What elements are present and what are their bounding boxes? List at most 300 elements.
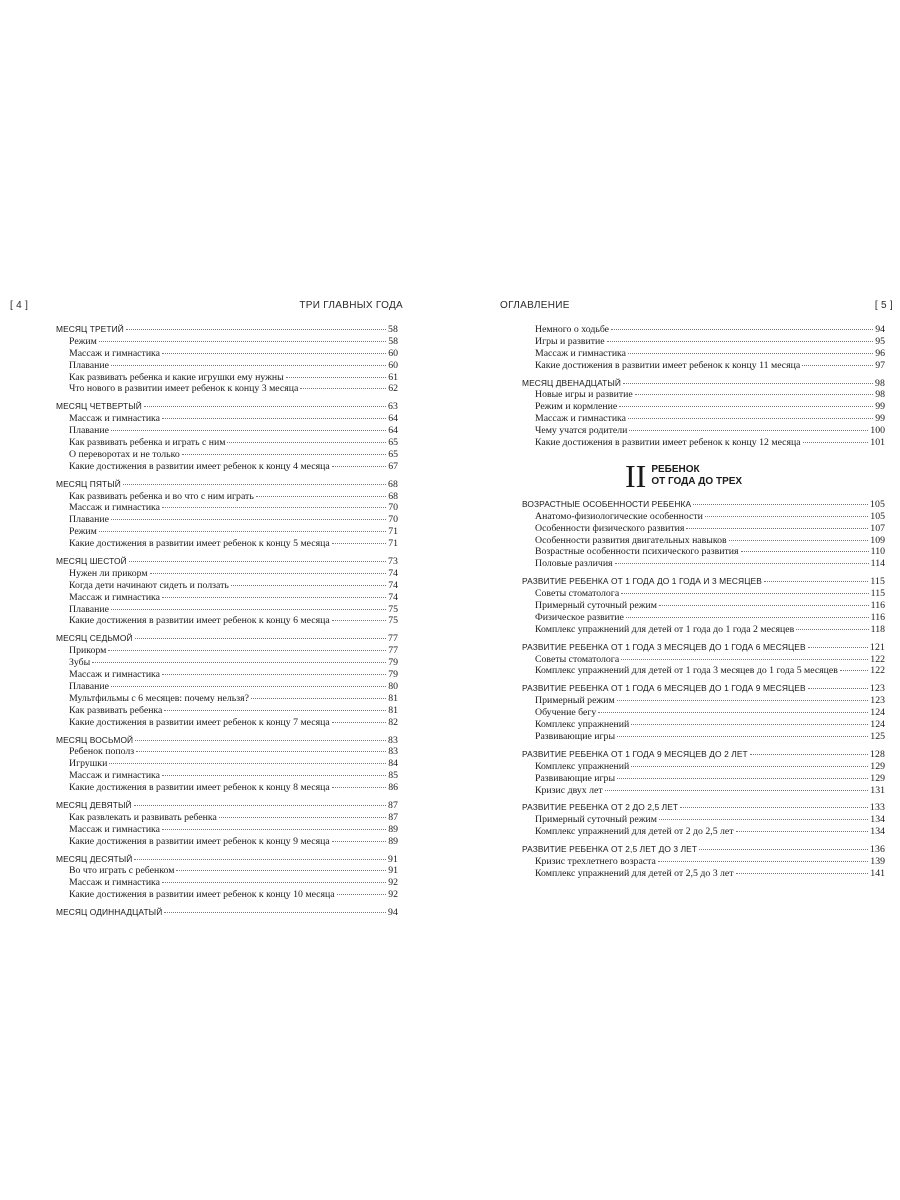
dot-leader [705,516,868,517]
dot-leader [136,751,386,752]
section-title: ВОЗРАСТНЫЕ ОСОБЕННОСТИ РЕБЕНКА [522,498,692,509]
toc-section [56,735,398,794]
dot-leader [135,638,386,639]
entry-title: Массаж и гимнастика [69,413,161,425]
right-toc [522,324,885,886]
entry-title: Игрушки [69,758,108,770]
entry-title: Советы стоматолога [535,653,620,665]
entry-title: Комплекс упражнений [535,760,630,772]
page-ref: 99 [875,413,885,425]
entry-title: Какие достижения в развитии имеет ребенок к концу 4 месяца [69,460,330,472]
toc-entry [522,588,885,600]
entry-title: Примерный суточный режим [535,600,657,612]
page-ref: 121 [870,641,885,653]
dot-leader [92,662,386,663]
toc-entry [522,348,885,360]
entry-title: Возрастные особенности психического развития [535,546,739,558]
entry-title: Массаж и гимнастика [69,669,161,681]
page-ref: 105 [870,510,885,522]
toc-entry [56,889,398,901]
entry-title: Когда дети начинают сидеть и ползать [69,579,229,591]
page-ref: 123 [870,683,885,695]
page-ref: 77 [388,645,398,657]
page-ref: 98 [875,389,885,401]
toc-entry [522,324,885,336]
dot-leader [126,329,386,330]
page-ref: 68 [388,490,398,502]
dot-leader [621,659,868,660]
dot-leader [256,496,386,497]
dot-leader [134,805,386,806]
entry-title: Массаж и гимнастика [69,823,161,835]
dot-leader [332,722,386,723]
entry-title: Комплекс упражнений для детей от 2,5 до 3 лет [535,867,734,879]
dot-leader [729,540,869,541]
page-ref: 89 [388,823,398,835]
section-title: РАЗВИТИЕ РЕБЕНКА ОТ 1 ГОДА ДО 1 ГОДА И 3 МЕСЯЦЕВ [522,576,762,587]
page-ref: 65 [388,437,398,449]
toc-entry [56,669,398,681]
dot-leader [803,442,869,443]
entry-title: Какие достижения в развитии имеет ребенок к концу 6 месяца [69,615,330,627]
entry-title: Массаж и гимнастика [69,770,161,782]
page-ref: 70 [388,502,398,514]
left-page-number: [ 4 ] [10,300,29,311]
entry-title: Плавание [69,359,109,371]
toc-entry [56,538,398,550]
dot-leader [227,442,386,443]
dot-leader [332,620,386,621]
dot-leader [631,724,868,725]
dot-leader [337,894,387,895]
entry-title: Комплекс упражнений для детей от 2 до 2,5 лет [535,826,734,838]
entry-title: Особенности развития двигательных навыков [535,534,727,546]
right-page-number: [ 5 ] [874,300,893,311]
dot-leader [680,807,868,808]
page-ref: 73 [388,556,398,568]
section-title: МЕСЯЦ ПЯТЫЙ [56,478,121,489]
toc-section [56,633,398,728]
page-ref: 87 [388,811,398,823]
entry-title: Массаж и гимнастика [535,413,627,425]
dot-leader [111,609,386,610]
page-ref: 114 [870,558,885,570]
entry-title: Режим [69,335,97,347]
toc-section-heading [522,499,885,511]
toc-entry [522,437,885,449]
section-title: РАЗВИТИЕ РЕБЕНКА ОТ 1 ГОДА 6 МЕСЯЦЕВ ДО 1 ГОДА 9 МЕСЯЦЕВ [522,683,806,694]
dot-leader [750,754,868,755]
dot-leader [332,543,386,544]
entry-title: Массаж и гимнастика [69,347,161,359]
toc-entry [522,336,885,348]
dot-leader [736,873,869,874]
part-heading [625,457,885,494]
dot-leader [162,674,386,675]
toc-section [56,324,398,395]
page-ref: 134 [870,826,885,838]
entry-title: Какие достижения в развитии имеет ребенок к концу 5 месяца [69,538,330,550]
page-ref: 63 [388,401,398,413]
section-title: МЕСЯЦ ТРЕТИЙ [56,324,124,334]
page-ref: 105 [870,498,885,510]
entry-title: Ребенок пополз [69,746,135,758]
toc-section-heading [56,800,398,812]
entry-title: Плавание [69,680,109,692]
toc-entry [56,746,398,758]
page-ref: 74 [388,579,398,591]
page-ref: 124 [870,707,885,719]
entry-title: Комплекс упражнений [535,719,630,731]
page-ref: 77 [388,633,398,645]
page-ref: 67 [388,460,398,472]
section-title: РАЗВИТИЕ РЕБЕНКА ОТ 2 ДО 2,5 ЛЕТ [522,802,679,813]
toc-section-heading [56,735,398,747]
toc-section [522,499,885,570]
dot-leader [129,561,386,562]
entry-title: Массаж и гимнастика [69,502,161,514]
toc-entry [56,705,398,717]
section-title: РАЗВИТИЕ РЕБЕНКА ОТ 1 ГОДА 9 МЕСЯЦЕВ ДО 2 ЛЕТ [522,748,748,759]
page-ref: 141 [870,867,885,879]
dot-leader [332,841,386,842]
dot-leader [626,617,869,618]
section-title: РАЗВИТИЕ РЕБЕНКА ОТ 1 ГОДА 3 МЕСЯЦЕВ ДО 1 ГОДА 6 МЕСЯЦЕВ [522,641,806,652]
page-ref: 99 [875,401,885,413]
entry-title: Как развивать ребенка и играть с ним [69,437,226,449]
page-ref: 116 [870,611,885,623]
section-title: МЕСЯЦ ДЕСЯТЫЙ [56,853,133,864]
page-ref: 64 [388,425,398,437]
dot-leader [162,418,386,419]
entry-title: Чему учатся родители [535,425,628,437]
toc-entry [56,372,398,384]
entry-title: Развивающие игры [535,730,616,742]
toc-entry [522,389,885,401]
toc-entry [522,624,885,636]
dot-leader [617,736,868,737]
section-title: РАЗВИТИЕ РЕБЕНКА ОТ 2,5 ЛЕТ ДО 3 ЛЕТ [522,844,698,855]
page-ref: 107 [870,522,885,534]
toc-section [522,324,885,372]
toc-section-heading [522,576,885,588]
toc-entry [56,491,398,503]
entry-title: Немного о ходьбе [535,324,610,335]
toc-entry [522,773,885,785]
entry-title: Кризис трехлетнего возраста [535,855,656,867]
entry-title: Особенности физического развития [535,522,685,534]
left-page [8,300,403,919]
toc-entry [56,568,398,580]
page-ref: 125 [870,730,885,742]
page-ref: 81 [388,692,398,704]
dot-leader [840,670,868,671]
dot-leader [286,377,386,378]
toc-entry [56,461,398,473]
dot-leader [741,551,869,552]
section-title: МЕСЯЦ ЧЕТВЕРТЫЙ [56,401,142,412]
toc-section-heading [56,401,398,413]
page-ref: 71 [388,526,398,538]
toc-entry [522,785,885,797]
dot-leader [619,406,873,407]
toc-entry [56,592,398,604]
page-ref: 109 [870,534,885,546]
dot-leader [605,790,869,791]
toc-entry [522,600,885,612]
toc-entry [522,868,885,880]
page-ref: 70 [388,514,398,526]
toc-section [522,844,885,880]
dot-leader [332,787,386,788]
toc-entry [522,761,885,773]
toc-entry [56,824,398,836]
toc-entry [522,707,885,719]
dot-leader [123,484,386,485]
dot-leader [111,519,386,520]
toc-entry [56,526,398,538]
toc-section-heading [56,633,398,645]
part-title-line1: РЕБЕНОК [651,463,700,475]
entry-title: Плавание [69,425,109,437]
page-ref: 116 [870,600,885,612]
entry-title: Прикорм [69,645,107,657]
toc-entry [56,812,398,824]
page-ref: 95 [875,335,885,347]
toc-section-heading [56,854,398,866]
toc-entry [56,360,398,372]
toc-section [56,556,398,627]
toc-entry [56,514,398,526]
page-ref: 110 [870,546,885,558]
page-ref: 60 [388,347,398,359]
dot-leader [635,394,873,395]
entry-title: Новые игры и развитие [535,389,633,401]
page-ref: 58 [388,324,398,335]
page-ref: 98 [875,377,885,389]
toc-section-heading [522,378,885,390]
toc-entry [56,383,398,395]
dot-leader [629,430,868,431]
page-ref: 86 [388,782,398,794]
dot-leader [162,353,386,354]
toc-entry [522,814,885,826]
section-title: МЕСЯЦ ДЕВЯТЫЙ [56,799,132,810]
toc-entry [522,360,885,372]
dot-leader [99,341,386,342]
page-ref: 96 [875,347,885,359]
page-ref: 115 [870,588,885,600]
dot-leader [659,605,869,606]
part-numeral: II [625,457,647,494]
dot-leader [162,882,386,883]
dot-leader [764,581,868,582]
entry-title: Кризис двух лет [535,784,603,796]
toc-section [522,802,885,838]
dot-leader [144,406,386,407]
toc-section-heading [522,802,885,814]
page-ref: 124 [870,719,885,731]
toc-entry [522,546,885,558]
toc-entry [522,558,885,570]
page-ref: 85 [388,770,398,782]
section-title: МЕСЯЦ ДВЕНАДЦАТЫЙ [522,377,621,388]
dot-leader [617,778,868,779]
page-ref: 80 [388,680,398,692]
page-ref: 100 [870,425,885,437]
page-ref: 97 [875,359,885,371]
dot-leader [162,597,386,598]
toc-section [522,683,885,742]
page-ref: 79 [388,669,398,681]
page-ref: 131 [870,784,885,796]
dot-leader [615,563,869,564]
dot-leader [796,629,868,630]
dot-leader [162,775,386,776]
dot-leader [300,388,386,389]
toc-section [56,907,398,919]
toc-entry [56,580,398,592]
page-ref: 92 [388,889,398,901]
page-ref: 136 [870,844,885,856]
page-ref: 84 [388,758,398,770]
toc-entry [56,877,398,889]
toc-entry [56,758,398,770]
dot-leader [109,763,386,764]
dot-leader [699,849,868,850]
entry-title: Массаж и гимнастика [69,877,161,889]
dot-leader [802,365,873,366]
entry-title: Массаж и гимнастика [69,591,161,603]
toc-entry [56,770,398,782]
dot-leader [808,647,868,648]
entry-title: О переворотах и не только [69,448,180,460]
page-ref: 115 [870,576,885,588]
toc-entry [522,665,885,677]
page-ref: 64 [388,413,398,425]
toc-entry [522,719,885,731]
page-ref: 75 [388,603,398,615]
dot-leader [659,819,868,820]
toc-entry [56,717,398,729]
toc-entry [56,693,398,705]
page-ref: 74 [388,591,398,603]
toc-entry [522,826,885,838]
page-ref: 74 [388,567,398,579]
entry-title: Режим и кормление [535,401,618,413]
entry-title: Плавание [69,514,109,526]
dot-leader [150,573,387,574]
entry-title: Во что играть с ребенком [69,865,175,877]
entry-title: Какие достижения в развитии имеет ребенок к концу 8 месяца [69,782,330,794]
page-ref: 62 [388,383,398,395]
dot-leader [693,504,868,505]
entry-title: Нужен ли прикорм [69,567,148,579]
dot-leader [686,528,868,529]
toc-entry [56,502,398,514]
toc-entry [56,615,398,627]
dot-leader [611,329,873,330]
page-ref: 94 [388,907,398,919]
toc-section [56,479,398,550]
entry-title: Что нового в развитии имеет ребенок к концу 3 месяца [69,383,299,395]
dot-leader [162,507,386,508]
page-ref: 122 [870,653,885,665]
toc-entry [56,782,398,794]
entry-title: Половые различия [535,558,613,570]
right-page [500,300,895,879]
toc-entry [56,657,398,669]
page-ref: 122 [870,665,885,677]
page-ref: 79 [388,657,398,669]
entry-title: Зубы [69,657,91,669]
toc-section [522,642,885,678]
dot-leader [808,688,868,689]
toc-section-heading [522,749,885,761]
left-running-title: ТРИ ГЛАВНЫХ ГОДА [299,300,403,311]
toc-section-heading [522,844,885,856]
section-title: МЕСЯЦ ВОСЬМОЙ [56,734,134,745]
toc-entry [56,348,398,360]
entry-title: Примерный суточный режим [535,814,657,826]
section-title: МЕСЯЦ ШЕСТОЙ [56,556,127,567]
dot-leader [182,454,386,455]
toc-entry [56,413,398,425]
dot-leader [99,531,386,532]
toc-entry [56,865,398,877]
toc-entry [56,681,398,693]
part-title-line2: ОТ ГОДА ДО ТРЕХ [651,475,743,487]
section-title: МЕСЯЦ СЕДЬМОЙ [56,633,133,644]
page-ref: 118 [870,623,885,635]
dot-leader [623,383,873,384]
page-ref: 129 [870,772,885,784]
entry-title: Физическое развитие [535,611,624,623]
left-toc [56,324,398,925]
toc-entry [56,604,398,616]
toc-entry [522,401,885,413]
section-title: МЕСЯЦ ОДИННАДЦАТЫЙ [56,907,163,918]
toc-section-heading [56,907,398,919]
dot-leader [111,430,386,431]
toc-entry [522,856,885,868]
right-running-title: ОГЛАВЛЕНИЕ [500,300,570,311]
page-ref: 92 [388,877,398,889]
page-ref: 87 [388,799,398,811]
page-ref: 91 [388,865,398,877]
page-ref: 101 [870,437,885,449]
entry-title: Какие достижения в развитии имеет ребенок к концу 7 месяца [69,716,330,728]
entry-title: Обучение бегу [535,707,597,719]
toc-section [56,854,398,902]
dot-leader [219,817,386,818]
entry-title: Как развлекать и развивать ребенка [69,811,217,823]
page-ref: 61 [388,371,398,383]
page-ref: 129 [870,760,885,772]
page-ref: 82 [388,716,398,728]
page-ref: 139 [870,855,885,867]
right-running-head [500,300,895,316]
toc-section [522,576,885,635]
entry-title: Советы стоматолога [535,588,620,600]
entry-title: Примерный режим [535,695,615,707]
dot-leader [111,365,386,366]
toc-entry [56,645,398,657]
entry-title: Как развивать ребенка и во что с ним играть [69,490,254,502]
dot-leader [617,700,869,701]
dot-leader [607,341,874,342]
toc-entry [522,695,885,707]
